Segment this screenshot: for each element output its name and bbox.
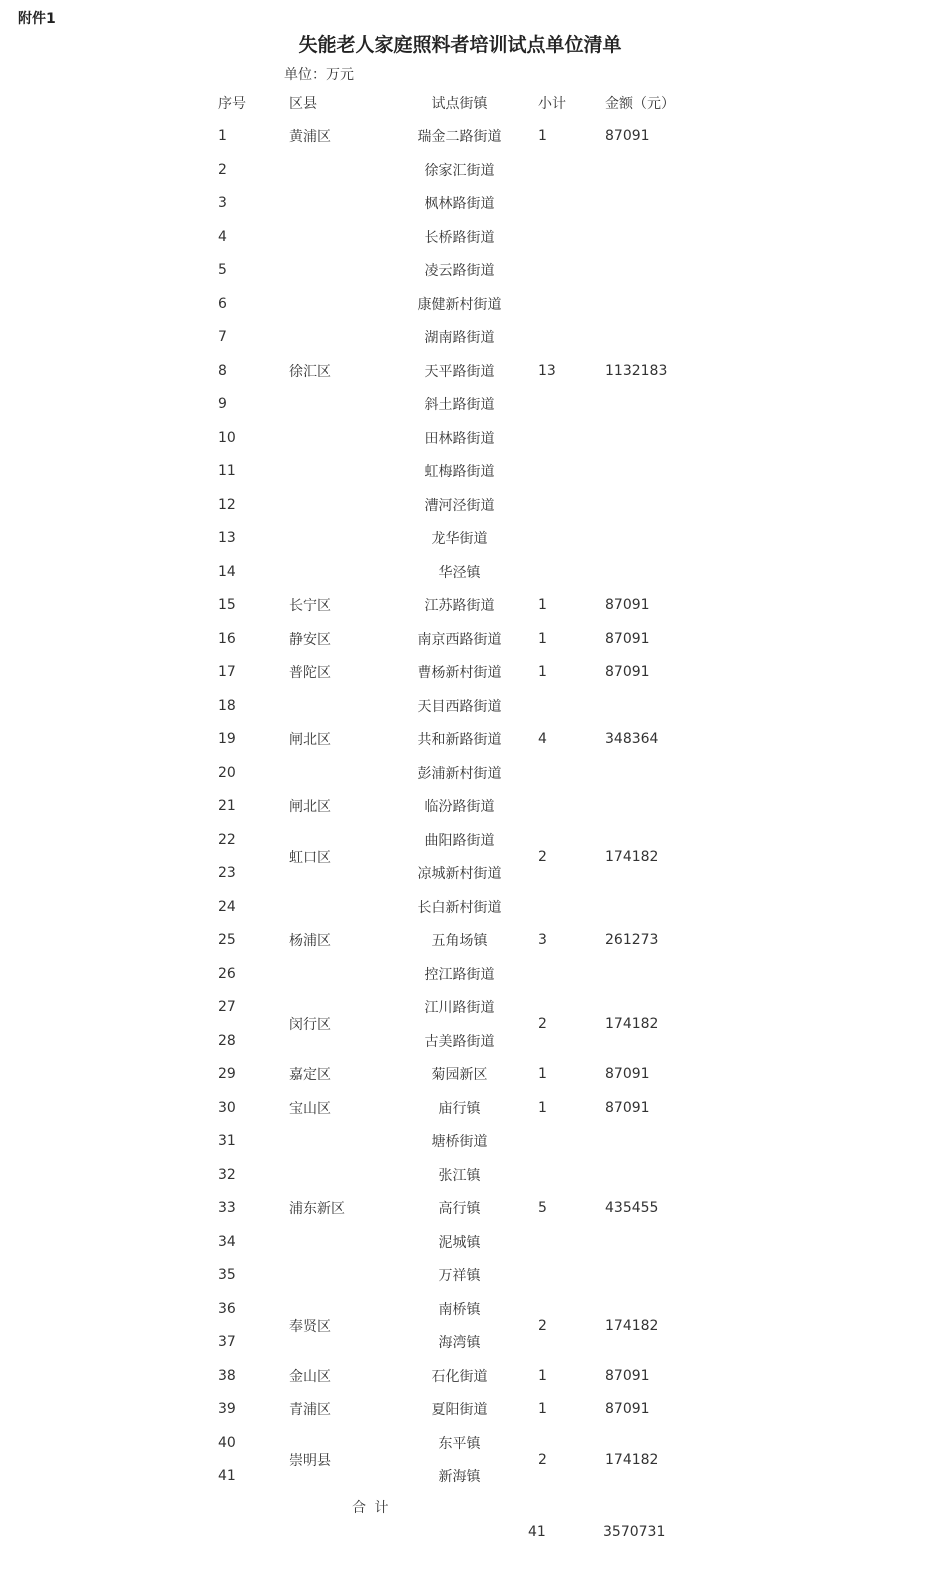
row-street: 江苏路街道 xyxy=(424,598,495,615)
row-street: 控江路街道 xyxy=(424,966,495,983)
row-district: 奉贤区 xyxy=(289,1318,331,1335)
row-seq: 30 xyxy=(218,1099,236,1116)
row-street: 新海镇 xyxy=(438,1469,481,1486)
table-row xyxy=(210,1292,735,1326)
row-street: 海湾镇 xyxy=(438,1335,481,1352)
row-seq: 28 xyxy=(218,1032,236,1049)
row-district: 普陀区 xyxy=(289,665,331,682)
row-seq: 27 xyxy=(218,999,236,1016)
row-subtotal: 1 xyxy=(538,630,547,647)
row-seq: 38 xyxy=(218,1367,236,1384)
table-header-row xyxy=(210,86,735,120)
row-seq: 26 xyxy=(218,965,236,982)
row-seq: 4 xyxy=(218,228,227,245)
row-amount: 174182 xyxy=(605,848,659,865)
row-subtotal: 1 xyxy=(538,1099,547,1116)
table-row xyxy=(210,622,735,656)
row-seq: 36 xyxy=(218,1300,236,1317)
table-row xyxy=(210,1058,735,1092)
row-subtotal: 13 xyxy=(538,362,556,379)
row-amount: 174182 xyxy=(605,1317,659,1334)
table-row xyxy=(210,823,735,857)
row-district: 闸北区 xyxy=(289,799,331,816)
row-seq: 17 xyxy=(218,664,236,681)
row-seq: 35 xyxy=(218,1267,236,1284)
row-seq: 14 xyxy=(218,563,236,580)
table-row xyxy=(210,120,735,154)
row-district: 徐汇区 xyxy=(289,363,331,380)
row-seq: 12 xyxy=(218,496,236,513)
row-district: 金山区 xyxy=(289,1368,331,1385)
row-subtotal: 1 xyxy=(538,1066,547,1083)
row-subtotal xyxy=(530,790,605,824)
row-seq: 2 xyxy=(218,161,227,178)
row-seq: 21 xyxy=(218,798,236,815)
row-subtotal: 5 xyxy=(538,1200,547,1217)
row-seq: 15 xyxy=(218,597,236,614)
row-amount: 435455 xyxy=(605,1200,659,1217)
row-street: 东平镇 xyxy=(438,1435,481,1452)
row-street: 天目西路街道 xyxy=(417,698,502,715)
table-row xyxy=(210,1125,735,1159)
row-street: 庙行镇 xyxy=(438,1100,481,1117)
row-street: 徐家汇街道 xyxy=(424,162,495,179)
row-subtotal: 3 xyxy=(538,932,547,949)
row-seq: 31 xyxy=(218,1133,236,1150)
row-seq: 18 xyxy=(218,697,236,714)
row-subtotal: 1 xyxy=(538,664,547,681)
row-seq: 24 xyxy=(218,898,236,915)
table-row xyxy=(210,656,735,690)
row-seq: 25 xyxy=(218,932,236,949)
row-street: 斜土路街道 xyxy=(424,397,495,414)
row-street: 枫林路街道 xyxy=(424,196,495,213)
table-row xyxy=(210,890,735,924)
row-subtotal: 1 xyxy=(538,128,547,145)
row-amount: 174182 xyxy=(605,1016,659,1032)
row-street: 天平路街道 xyxy=(424,363,495,380)
row-street: 田林路街道 xyxy=(424,430,495,447)
row-seq: 6 xyxy=(218,295,227,312)
row-district: 浦东新区 xyxy=(289,1201,345,1218)
row-seq: 37 xyxy=(218,1334,236,1351)
row-district: 青浦区 xyxy=(289,1402,331,1419)
header-subtotal: 小计 xyxy=(538,95,566,112)
header-amount: 金额（元） xyxy=(605,95,675,112)
table-row xyxy=(210,153,735,187)
row-seq: 10 xyxy=(218,429,236,446)
row-seq: 23 xyxy=(218,865,236,882)
header-district: 区县 xyxy=(289,95,317,112)
row-subtotal: 1 xyxy=(538,1367,547,1384)
row-street: 南京西路街道 xyxy=(417,631,502,648)
row-amount: 87091 xyxy=(605,597,650,614)
row-district: 黄浦区 xyxy=(289,129,331,146)
pilot-unit-table xyxy=(210,86,735,1493)
row-street: 菊园新区 xyxy=(431,1067,488,1084)
row-seq: 16 xyxy=(218,630,236,647)
row-amount: 261273 xyxy=(605,932,659,949)
row-seq: 39 xyxy=(218,1401,236,1418)
row-seq: 41 xyxy=(218,1468,236,1485)
row-subtotal: 2 xyxy=(538,1016,547,1032)
row-street: 夏阳街道 xyxy=(431,1402,488,1419)
row-seq: 7 xyxy=(218,329,227,346)
row-seq: 1 xyxy=(218,128,227,145)
row-district: 虹口区 xyxy=(289,849,331,866)
row-seq: 22 xyxy=(218,831,236,848)
row-seq: 40 xyxy=(218,1434,236,1451)
row-district: 崇明县 xyxy=(289,1452,331,1469)
row-street: 瑞金二路街道 xyxy=(417,129,502,146)
row-street: 湖南路街道 xyxy=(424,330,495,347)
row-amount: 1132183 xyxy=(605,362,668,379)
table-row xyxy=(210,1426,735,1460)
row-amount: 87091 xyxy=(605,630,650,647)
row-amount: 348364 xyxy=(605,731,659,748)
row-subtotal: 2 xyxy=(538,1317,547,1334)
row-street: 万祥镇 xyxy=(438,1268,481,1285)
row-district: 杨浦区 xyxy=(289,933,331,950)
row-street: 凉城新村街道 xyxy=(417,866,502,883)
row-street: 康健新村街道 xyxy=(417,296,502,313)
row-subtotal: 2 xyxy=(538,848,547,865)
row-street: 高行镇 xyxy=(438,1201,481,1218)
table-body xyxy=(210,120,735,1494)
header-seq: 序号 xyxy=(218,95,246,112)
row-subtotal: 1 xyxy=(538,1401,547,1418)
row-amount: 87091 xyxy=(605,1099,650,1116)
unit-label: 单位：万元 xyxy=(284,67,354,83)
row-street: 龙华街道 xyxy=(431,531,488,548)
row-street: 曹杨新村街道 xyxy=(417,665,502,682)
row-seq: 3 xyxy=(218,195,227,212)
row-street: 虹梅路街道 xyxy=(424,464,495,481)
table-row xyxy=(210,689,735,723)
total-count: 41 xyxy=(528,1524,546,1540)
row-district: 宝山区 xyxy=(289,1100,331,1117)
row-subtotal: 2 xyxy=(538,1451,547,1468)
row-street: 凌云路街道 xyxy=(424,263,495,280)
row-street: 泥城镇 xyxy=(438,1234,481,1251)
row-seq: 8 xyxy=(218,362,227,379)
row-street: 共和新路街道 xyxy=(417,732,502,749)
row-amount: 87091 xyxy=(605,128,650,145)
total-label: 合 计 xyxy=(352,1500,391,1516)
table-row xyxy=(210,1359,735,1393)
row-amount xyxy=(605,790,735,824)
row-street: 石化街道 xyxy=(431,1368,488,1385)
row-street: 彭浦新村街道 xyxy=(417,765,502,782)
header-street: 试点街镇 xyxy=(431,95,488,112)
row-street: 长桥路街道 xyxy=(424,229,495,246)
row-street: 塘桥街道 xyxy=(431,1134,488,1151)
attachment-label: 附件1 xyxy=(18,11,56,27)
row-street: 五角场镇 xyxy=(431,933,488,950)
row-street: 江川路街道 xyxy=(424,1000,495,1017)
row-subtotal: 4 xyxy=(538,731,547,748)
row-amount: 87091 xyxy=(605,1401,650,1418)
row-street: 张江镇 xyxy=(438,1167,481,1184)
row-street: 漕河泾街道 xyxy=(424,497,495,514)
row-amount: 87091 xyxy=(605,1367,650,1384)
row-seq: 19 xyxy=(218,731,236,748)
row-street: 南桥镇 xyxy=(438,1301,481,1318)
row-street: 长白新村街道 xyxy=(417,899,502,916)
row-subtotal: 1 xyxy=(538,597,547,614)
row-district: 长宁区 xyxy=(289,598,331,615)
row-amount: 87091 xyxy=(605,664,650,681)
row-seq: 20 xyxy=(218,764,236,781)
row-amount: 87091 xyxy=(605,1066,650,1083)
table-row xyxy=(210,589,735,623)
row-seq: 5 xyxy=(218,262,227,279)
row-seq: 29 xyxy=(218,1066,236,1083)
document-title: 失能老人家庭照料者培训试点单位清单 xyxy=(298,34,622,56)
row-seq: 32 xyxy=(218,1166,236,1183)
row-street: 古美路街道 xyxy=(424,1033,495,1050)
row-seq: 11 xyxy=(218,463,236,480)
row-amount: 174182 xyxy=(605,1451,659,1468)
table-row xyxy=(210,1091,735,1125)
row-street: 临汾路街道 xyxy=(424,799,495,816)
row-district: 闵行区 xyxy=(289,1017,331,1033)
row-seq: 13 xyxy=(218,530,236,547)
row-street: 华泾镇 xyxy=(438,564,481,581)
row-seq: 9 xyxy=(218,396,227,413)
table-row xyxy=(210,991,735,1025)
table-row xyxy=(210,1393,735,1427)
row-district: 闸北区 xyxy=(289,732,331,749)
table-row xyxy=(210,790,735,824)
row-seq: 34 xyxy=(218,1233,236,1250)
row-district: 静安区 xyxy=(289,631,331,648)
row-seq: 33 xyxy=(218,1200,236,1217)
total-amount: 3570731 xyxy=(603,1524,666,1540)
row-street: 曲阳路街道 xyxy=(424,832,495,849)
row-district: 嘉定区 xyxy=(289,1067,331,1084)
